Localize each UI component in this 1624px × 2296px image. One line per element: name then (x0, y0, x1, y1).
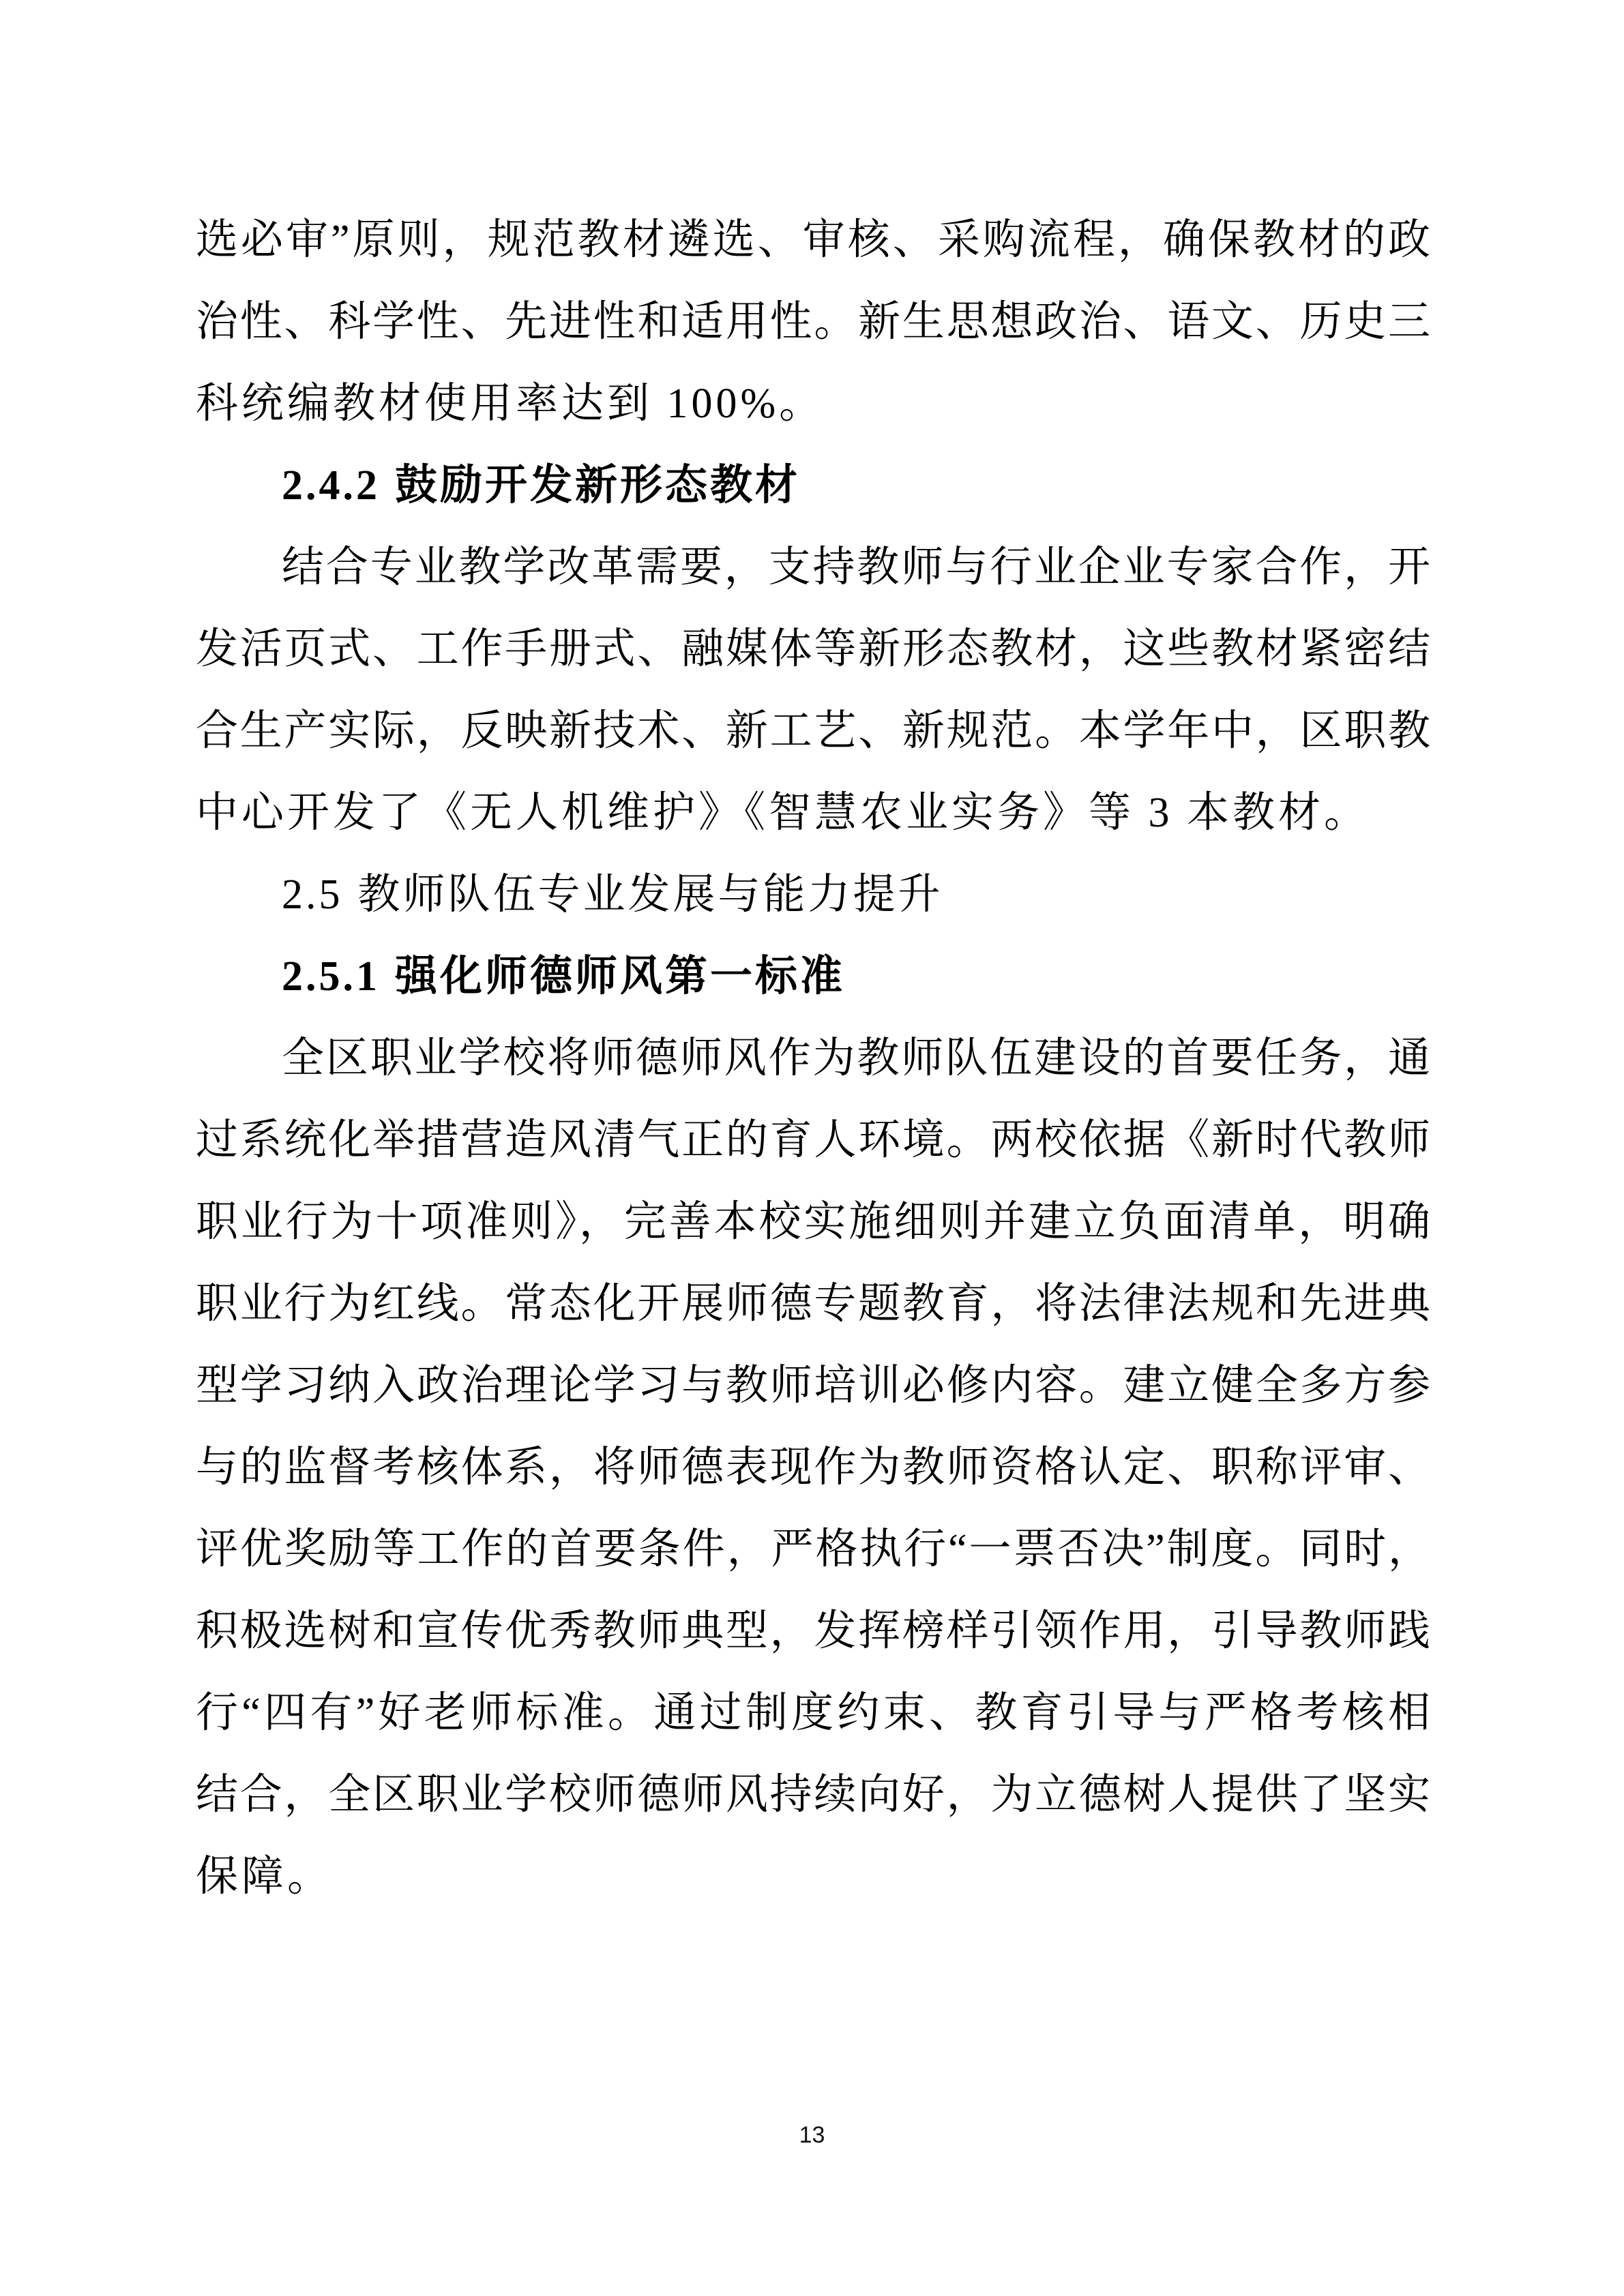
paragraph-line: 与的监督考核体系，将师德表现作为教师资格认定、职称评审、 (196, 1444, 1430, 1491)
paragraph-line: 治性、科学性、先进性和适用性。新生思想政治、语文、历史三 (196, 299, 1430, 345)
paragraph-line: 发活页式、工作手册式、融媒体等新形态教材，这些教材紧密结 (196, 626, 1430, 672)
paragraph-line: 型学习纳入政治理论学习与教师培训必修内容。建立健全多方参 (196, 1362, 1430, 1409)
paragraph-line: 保障。 (196, 1853, 334, 1900)
section-number: 2.5.1 (282, 953, 380, 1000)
paragraph-line: 全区职业学校将师德师风作为教师队伍建设的首要任务，通 (282, 1035, 1430, 1082)
paragraph-line: 过系统化举措营造风清气正的育人环境。两校依据《新时代教师 (196, 1117, 1430, 1163)
section-heading-2-5 (196, 854, 1430, 936)
paragraph-line: 结合专业教学改革需要，支持教师与行业企业专家合作，开 (282, 544, 1430, 591)
document-body (196, 199, 1430, 1918)
section-title: 教师队伍专业发展与能力提升 (357, 871, 943, 918)
paragraph-line: 选必审”原则，规范教材遴选、审核、采购流程，确保教材的政 (196, 217, 1430, 263)
section-title: 鼓励开发新形态教材 (395, 462, 801, 509)
section-heading-2-4-2 (196, 445, 1430, 526)
paragraph-line: 行“四有”好老师标准。通过制度约束、教育引导与严格考核相 (196, 1690, 1430, 1736)
section-heading-2-5-1 (196, 936, 1430, 1017)
paragraph-line: 职业行为十项准则》，完善本校实施细则并建立负面清单，明确 (196, 1199, 1430, 1245)
paragraph-line: 中心开发了《无人机维护》《智慧农业实务》等 3 本教材。 (196, 790, 1370, 836)
paragraph-line: 结合，全区职业学校师德师风持续向好，为立德树人提供了坚实 (196, 1772, 1430, 1818)
paragraph-line: 合生产实际，反映新技术、新工艺、新规范。本学年中，区职教 (196, 708, 1430, 754)
paragraph-line: 积极选树和宣传优秀教师典型，发挥榜样引领作用，引导教师践 (196, 1608, 1430, 1654)
paragraph-line: 评优奖励等工作的首要条件，严格执行“一票否决”制度。同时， (196, 1526, 1430, 1572)
section-title: 强化师德师风第一标准 (395, 953, 846, 1000)
page-number: 13 (799, 2122, 825, 2148)
section-number: 2.4.2 (282, 462, 380, 509)
paragraph-line: 职业行为红线。常态化开展师德专题教育，将法律法规和先进典 (196, 1281, 1430, 1327)
section-number: 2.5 (282, 871, 343, 918)
paragraph-line: 科统编教材使用率达到 100%。 (196, 381, 825, 427)
